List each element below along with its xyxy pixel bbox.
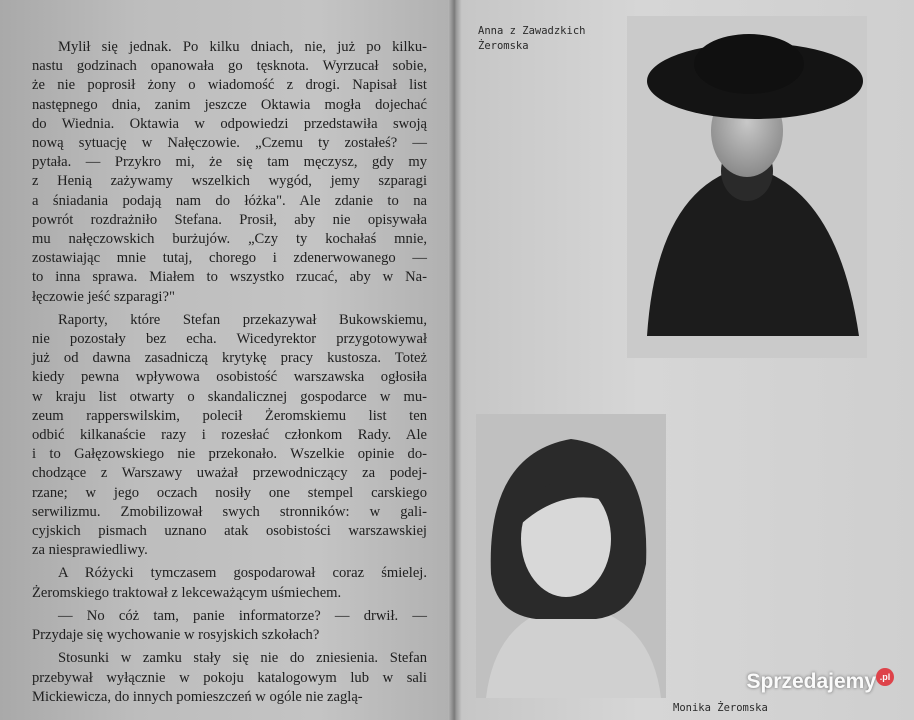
- text-line: nie pozostały bez echa. Wicedyrektor przygotowywał: [32, 331, 427, 348]
- text-line: zeum rapperswilskim, polecił Żeromskiemu list ten: [32, 407, 427, 424]
- text-line: cyjskich pismach uznano atak osobistości warszawskiej: [32, 523, 427, 540]
- text-line: następnego dnia, zanim jeszcze Oktawia mogła dojechać: [32, 96, 427, 113]
- text-line: Stosunki w zamku stały się nie do zniesienia. Stefan: [58, 650, 427, 667]
- paragraph: [32, 311, 427, 561]
- caption-line: Anna z Zawadzkich: [478, 25, 586, 37]
- caption-line: Żeromska: [478, 40, 529, 52]
- book-gutter: [448, 0, 462, 720]
- text-line: powrót rozdrażniło Stefana. Prosił, aby nie opisywała: [32, 211, 427, 228]
- text-line: odbić kilkanaście razy i rozesłać członkom Rady. Ale: [32, 427, 427, 444]
- watermark-text: Sprzedajemy: [746, 670, 876, 693]
- paragraph: [32, 564, 427, 602]
- text-line: Żeromskiego traktował z lekceważącym uśmiechem.: [32, 584, 342, 601]
- text-line: rzane; w jego oczach nosiły one stempel carskiego: [32, 484, 427, 501]
- text-line: to inna sprawa. Miałem to wszystko rzucać, aby w Na-: [32, 269, 427, 286]
- text-line: A Różycki tymczasem gospodarował coraz śmielej.: [58, 565, 427, 582]
- text-line: Raporty, które Stefan przekazywał Bukowskiemu,: [58, 311, 427, 328]
- text-line: już od dawna zasadniczą krytykę pracy kustosza. Toteż: [32, 350, 427, 367]
- paragraph: [32, 607, 427, 645]
- text-line: Przydaje się wychowanie w rosyjskich szkołach?: [32, 627, 320, 644]
- portrait-photo-anna: [627, 16, 867, 358]
- body-text: [32, 38, 427, 711]
- text-line: serwilizmu. Zmobilizował swych stronników: w gali-: [32, 503, 427, 520]
- portrait-photo-monika: [476, 414, 666, 698]
- text-line: pytała. — Przykro mi, że się tam męczysz, gdy my: [32, 154, 427, 171]
- text-line: mu nałęczowskich burżujów. „Czy ty kochałaś mnie,: [32, 231, 427, 248]
- text-line: do Wiednia. Oktawia w odpowiedzi przedstawiła swoją: [32, 115, 427, 132]
- text-line: w kraju list otwarty o skandalicznej gospodarce w mu-: [32, 388, 427, 405]
- text-line: Mylił się jednak. Po kilku dniach, nie, już po kilku-: [58, 39, 427, 55]
- text-line: a śniadania podają nam do łóżka". Ale zdanie to na: [32, 192, 427, 209]
- caption-monika: Monika Żeromska: [673, 702, 768, 714]
- text-line: — No cóż tam, panie informatorze? — drwił. —: [58, 607, 427, 624]
- paragraph: [32, 649, 427, 707]
- text-line: i to Gałęzowskiego nie przekonało. Wszelkie opinie do-: [32, 446, 427, 463]
- text-line: Mickiewicza, do innych pomieszczeń w ogóle nie zaglą-: [32, 688, 363, 705]
- watermark-badge: .pl: [876, 668, 894, 686]
- text-line: za niesprawiedliwy.: [32, 542, 148, 559]
- watermark-logo: [746, 668, 894, 694]
- paragraph: [32, 38, 427, 307]
- text-line: chodzące z Warszawy uważał przewodniczący za podej-: [32, 465, 427, 482]
- text-line: że nie poprosił żony o wiadomość z drogi. Napisał list: [32, 77, 427, 94]
- caption-anna: [478, 24, 585, 54]
- text-line: nastu godzinach opanowała go tęsknota. Wyrzucał sobie,: [32, 58, 427, 75]
- text-line: z Henią zażywamy wszelkich wygód, jemy szparagi: [32, 173, 427, 190]
- text-line: nową sytuację w Nałęczowie. „Czemu ty zostałeś? —: [32, 135, 427, 152]
- text-line: kiedy pewna wpływowa osobistość warszawska ogłosiła: [32, 369, 427, 386]
- text-line: zostawiając mnie tutaj, chorego i zdenerwowanego —: [32, 250, 427, 267]
- text-line: przebywał wyłącznie w pokoju katalogowym lub w sali: [32, 669, 427, 686]
- text-line: łęczowie jeść szparagi?": [32, 288, 175, 305]
